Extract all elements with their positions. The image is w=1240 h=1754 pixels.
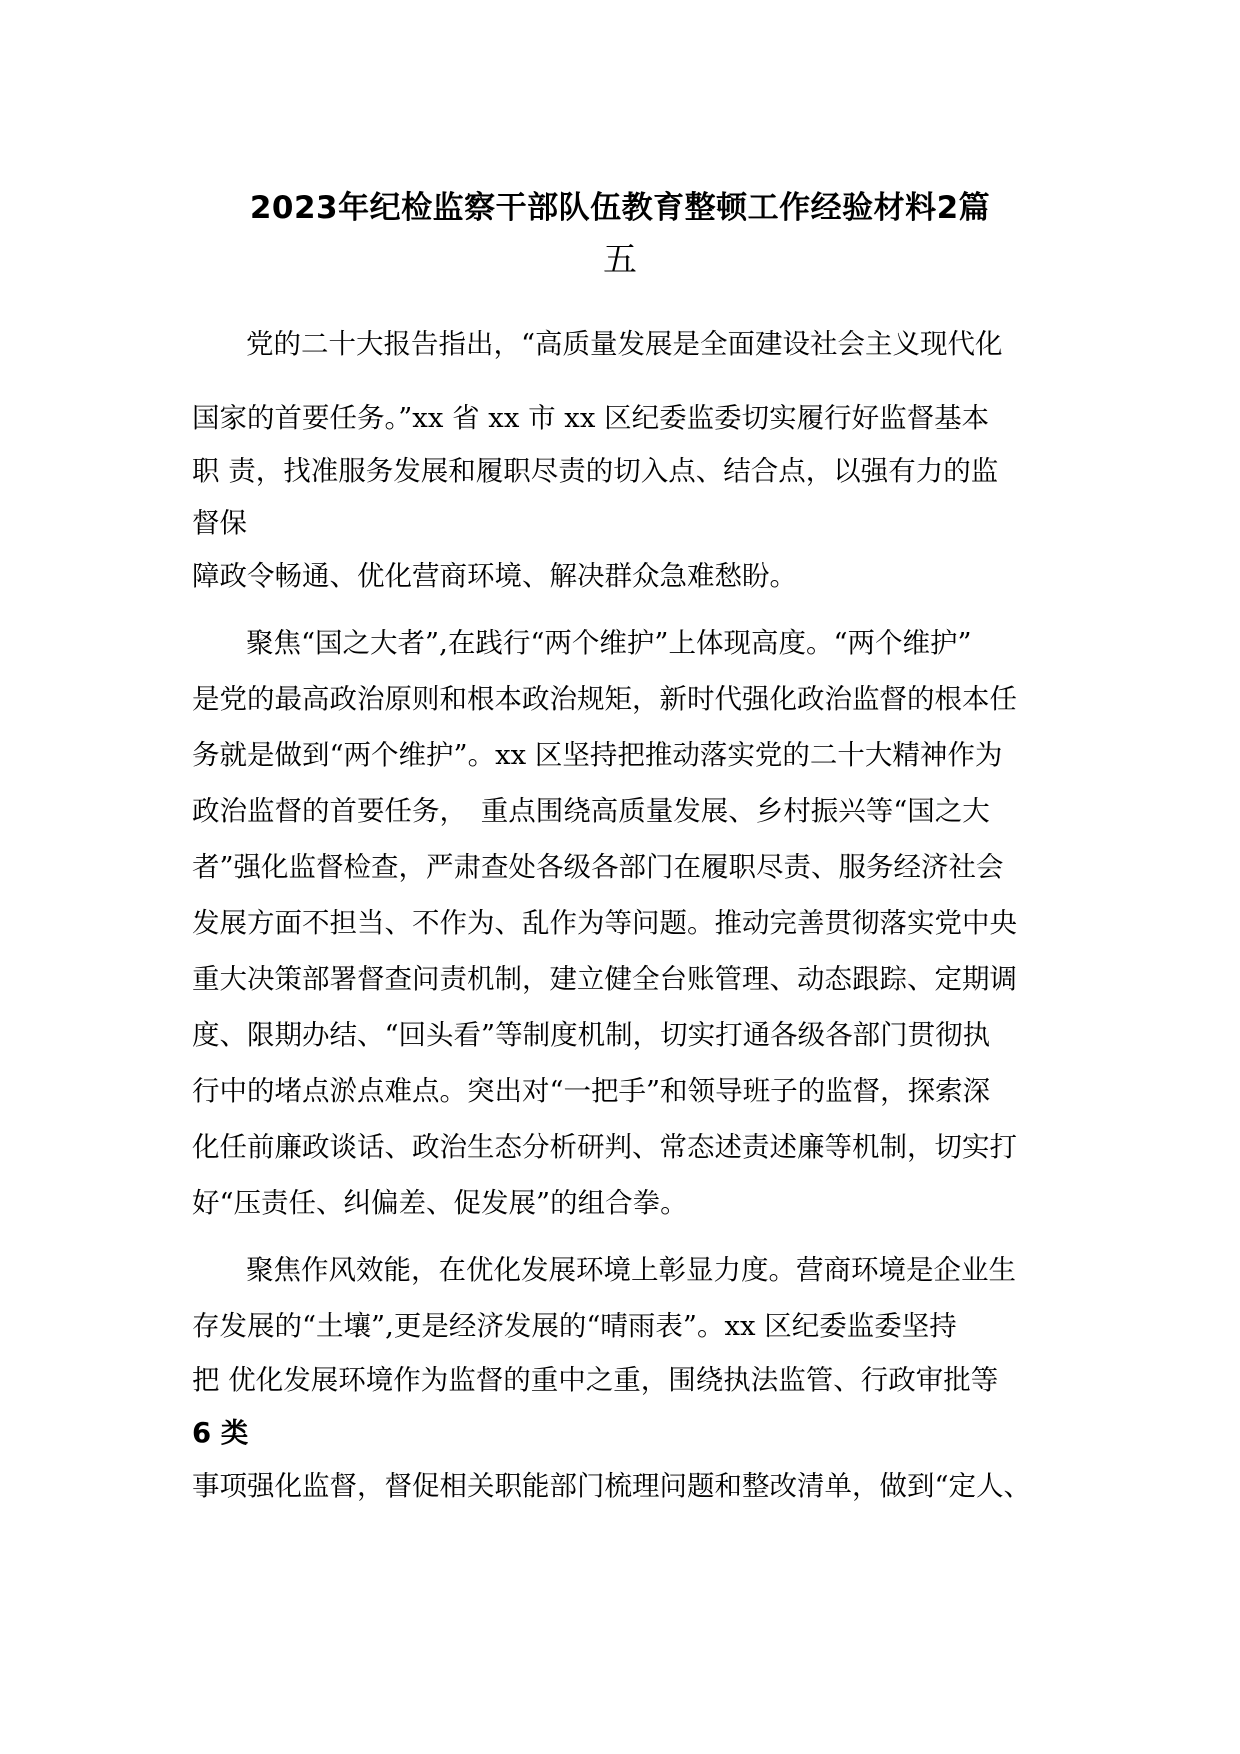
text-line: 聚焦“国之大者”,在践行“两个维护”上体现高度。“两个维护” [246,627,972,659]
text-line: 存发展的“土壤”,更是经济发展的“晴雨表”。xx 区纪委监委坚持 [192,1310,957,1342]
text-line: 好“压责任、纠偏差、促发展”的组合拳。 [192,1187,688,1219]
text-line: 发展方面不担当、不作为、乱作为等问题。推动完善贯彻落实党中央 [192,907,1017,939]
text-line: 政治监督的首要任务， 重点围绕高质量发展、乡村振兴等“国之大 [192,795,990,827]
text-line: 把 优化发展环境作为监督的重中之重，围绕执法监管、行政审批等 [192,1364,999,1396]
text-line: 事项强化监督，督促相关职能部门梳理问题和整改清单，做到“定人、 [192,1470,1032,1502]
text-line: 党的二十大报告指出，“高质量发展是全面建设社会主义现代化 [246,328,1003,360]
text-line: 行中的堵点淤点难点。突出对“一把手”和领导班子的监督，探索深 [192,1075,991,1107]
text-line: 职 责，找准服务发展和履职尽责的切入点、结合点，以强有力的监 [192,455,999,487]
text-line: 督保 [192,507,247,539]
text-line: 务就是做到“两个维护”。xx 区坚持把推动落实党的二十大精神作为 [192,739,1003,771]
text-line: 者”强化监督检查，严肃查处各级各部门在履职尽责、服务经济社会 [192,851,1004,883]
document-title: 2023年纪检监察干部队伍教育整顿工作经验材料2篇 [249,190,991,226]
text-line: 化任前廉政谈话、政治生态分析研判、常态述责述廉等机制，切实打 [192,1131,1017,1163]
text-line: 障政令畅通、优化营商环境、解决群众急难愁盼。 [192,560,797,592]
text-line: 度、限期办结、“回头看”等制度机制，切实打通各级各部门贯彻执 [192,1019,991,1051]
text-line: 聚焦作风效能，在优化发展环境上彰显力度。营商环境是企业生 [246,1254,1016,1286]
section-number: 五 [603,240,637,280]
text-line: 重大决策部署督查问责机制，建立健全台账管理、动态跟踪、定期调 [192,963,1017,995]
text-line: 国家的首要任务。”xx 省 xx 市 xx 区纪委监委切实履行好监督基本 [192,402,990,434]
text-line: 是党的最高政治原则和根本政治规矩，新时代强化政治监督的根本任 [192,683,1017,715]
text-line: 6 类 [192,1417,249,1449]
